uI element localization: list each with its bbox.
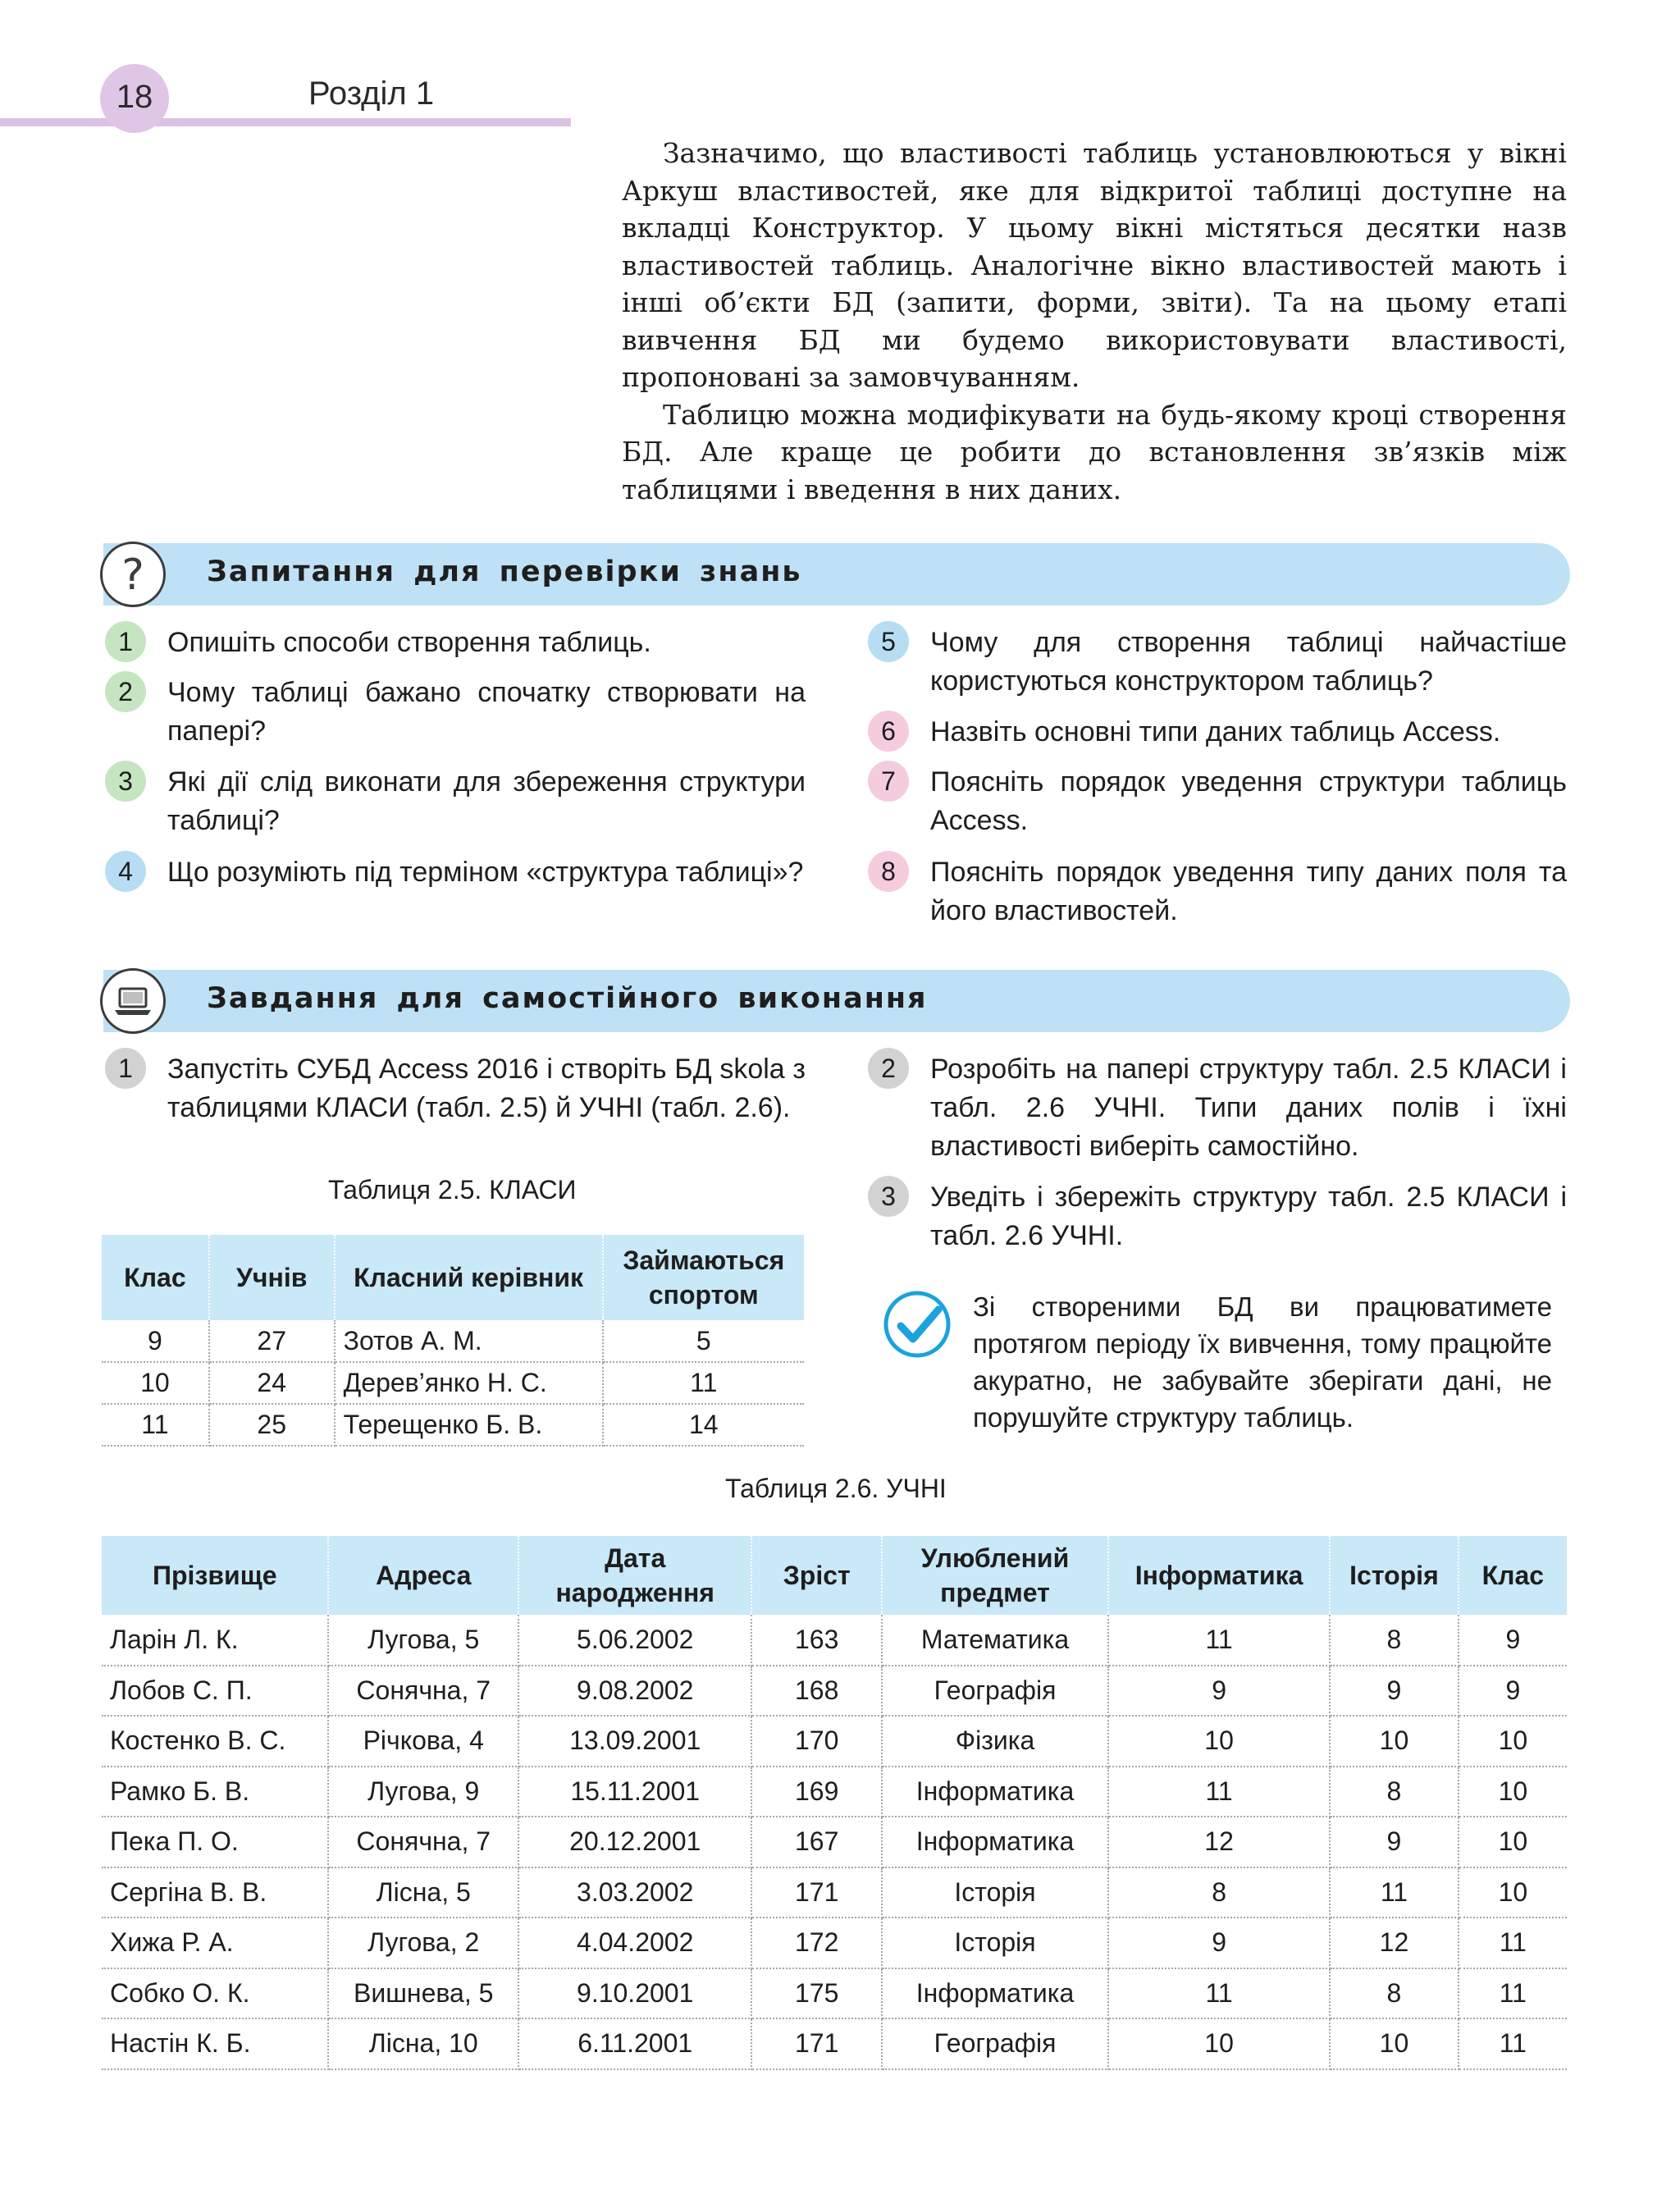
table-cell: 11 xyxy=(1330,1867,1459,1918)
table-cell: 11 xyxy=(1108,1767,1330,1817)
table-cell: 8 xyxy=(1330,1968,1459,2019)
table-cell: 6.11.2001 xyxy=(518,2018,751,2069)
table-cell: Сергіна В. В. xyxy=(102,1867,328,1918)
table-cell: 10 xyxy=(1330,1716,1459,1767)
question-number: 5 xyxy=(868,621,909,662)
table-cell: Лугова, 5 xyxy=(328,1615,518,1666)
svg-text:?: ? xyxy=(121,551,144,600)
question-number: 3 xyxy=(105,761,146,802)
table-cell: 10 xyxy=(1330,2018,1459,2069)
table-cell: 9 xyxy=(1459,1615,1567,1666)
table-cell: 175 xyxy=(751,1968,882,2019)
table-header: Адреса xyxy=(328,1536,518,1615)
table-cell: 168 xyxy=(751,1666,882,1716)
table-cell: 9.08.2002 xyxy=(518,1666,751,1716)
table-cell: Річкова, 4 xyxy=(328,1716,518,1767)
page-number: 18 xyxy=(116,79,153,115)
table-cell: 9 xyxy=(1108,1666,1330,1716)
table-cell: Інформатика xyxy=(882,1968,1108,2019)
table-cell: Математика xyxy=(882,1615,1108,1666)
table-cell: 9 xyxy=(1459,1666,1567,1716)
table-header: Дата народження xyxy=(518,1536,751,1615)
table-cell: 9 xyxy=(1330,1817,1459,1867)
table-row xyxy=(102,1867,1567,1918)
table-cell: 12 xyxy=(1330,1918,1459,1968)
checkmark-icon xyxy=(883,1290,952,1359)
question-icon xyxy=(100,542,166,607)
table-cell: 8 xyxy=(1330,1615,1459,1666)
table-header: Прізвище xyxy=(102,1536,328,1615)
table-cell: 10 xyxy=(1459,1817,1567,1867)
table-cell: Лугова, 2 xyxy=(328,1918,518,1968)
table-students xyxy=(102,1536,1567,2070)
intro-text xyxy=(622,135,1567,508)
table-cell: 171 xyxy=(751,2018,882,2069)
table-header: Клас xyxy=(102,1235,209,1320)
table-cell: 167 xyxy=(751,1817,882,1867)
table-cell: Хижа Р. А. xyxy=(102,1918,328,1968)
intro-paragraph-1: Зазначимо, що властивості таблиць установлюються у вікні Аркуш властивостей, яке для відкритої таблиці доступне на вкладці Конструктор. У цьому вікні містяться десятки назв властивостей таблиць. Аналогічне вікно властивостей мають і інші об’єкти БД (запити, форми, звіти). Та на цьому етапі вивчення БД ми будемо використовувати властивості, пропоновані за замовчуванням. xyxy=(622,137,1567,393)
table-row xyxy=(102,1968,1567,2019)
table-cell: 8 xyxy=(1108,1867,1330,1918)
question-number: 7 xyxy=(868,761,909,802)
question-text: Поясніть порядок уведення структури таблиць Access. xyxy=(930,766,1567,836)
question-number: 4 xyxy=(105,851,146,892)
table-header: Історія xyxy=(1330,1536,1459,1615)
table-cell: 15.11.2001 xyxy=(518,1767,751,1817)
table-cell: Сонячна, 7 xyxy=(328,1666,518,1716)
table-cell: Терещенко Б. В. xyxy=(335,1404,603,1446)
table-cell: Інформатика xyxy=(882,1817,1108,1867)
table-cell: 163 xyxy=(751,1615,882,1666)
table-cell: 9 xyxy=(1108,1918,1330,1968)
intro-paragraph-2: Таблицю можна модифікувати на будь-якому кроці створення БД. Але краще це робити до встановлення зв’язків між таблицями і введення в них даних. xyxy=(622,398,1567,505)
table-cell: Собко О. К. xyxy=(102,1968,328,2019)
table-cell: 11 xyxy=(1459,1918,1567,1968)
table-cell: Історія xyxy=(882,1918,1108,1968)
table-cell: Костенко В. С. xyxy=(102,1716,328,1767)
table-row xyxy=(102,2018,1567,2069)
table-row xyxy=(102,1404,804,1446)
table-cell: 13.09.2001 xyxy=(518,1716,751,1767)
question-text: Чому таблиці бажано спочатку створювати на папері? xyxy=(167,677,806,747)
table-cell: 9 xyxy=(1330,1666,1459,1716)
table-header: Улюблений предмет xyxy=(882,1536,1108,1615)
table-header: Інформатика xyxy=(1108,1536,1330,1615)
table-row xyxy=(102,1666,1567,1716)
table-cell: 10 xyxy=(1459,1867,1567,1918)
question-text: Що розуміють під терміном «структура таблиці»? xyxy=(167,857,804,888)
table-cell: 169 xyxy=(751,1767,882,1817)
table-cell: Лобов С. П. xyxy=(102,1666,328,1716)
table-header: Учнів xyxy=(209,1235,335,1320)
question-text: Опишіть способи створення таблиць. xyxy=(167,627,651,658)
table-header: Клас xyxy=(1459,1536,1567,1615)
table-row xyxy=(102,1918,1567,1968)
table-cell: 170 xyxy=(751,1716,882,1767)
table-cell: 10 xyxy=(102,1362,209,1404)
table-cell: 171 xyxy=(751,1867,882,1918)
table-cell: 10 xyxy=(1108,2018,1330,2069)
table-row xyxy=(102,1716,1567,1767)
table-cell: Зотов А. М. xyxy=(335,1320,603,1362)
questions-title: Запитання для перевірки знань xyxy=(207,555,802,588)
table-cell: 5 xyxy=(603,1320,804,1362)
laptop-icon xyxy=(100,968,166,1034)
table-cell: 9 xyxy=(102,1320,209,1362)
table-cell: Вишнева, 5 xyxy=(328,1968,518,2019)
question-text: Чому для створення таблиці найчастіше користуються конструктором таблиць? xyxy=(930,627,1567,697)
table-cell: Пека П. О. xyxy=(102,1817,328,1867)
table-cell: Лугова, 9 xyxy=(328,1767,518,1817)
question-number: 8 xyxy=(868,851,909,892)
table-cell: 25 xyxy=(209,1404,335,1446)
table-row xyxy=(102,1320,804,1362)
task-number: 1 xyxy=(105,1048,146,1089)
table-cell: 11 xyxy=(1108,1615,1330,1666)
table-header: Класний керівник xyxy=(335,1235,603,1320)
table-classes xyxy=(102,1235,804,1447)
table-cell: Лісна, 10 xyxy=(328,2018,518,2069)
table-cell: Лісна, 5 xyxy=(328,1867,518,1918)
table-cell: 4.04.2002 xyxy=(518,1918,751,1968)
question-text: Поясніть порядок уведення типу даних поля та його властивостей. xyxy=(930,857,1567,926)
table-cell: 3.03.2002 xyxy=(518,1867,751,1918)
table-2-6-caption: Таблиця 2.6. УЧНІ xyxy=(725,1474,947,1503)
table-cell: 9.10.2001 xyxy=(518,1968,751,2019)
table-cell: 10 xyxy=(1108,1716,1330,1767)
table-cell: 27 xyxy=(209,1320,335,1362)
table-cell: Рамко Б. В. xyxy=(102,1767,328,1817)
question-number: 2 xyxy=(105,671,146,712)
table-cell: 11 xyxy=(1459,1968,1567,2019)
table-cell: 10 xyxy=(1459,1767,1567,1817)
header-divider xyxy=(0,118,571,126)
table-cell: Ларін Л. К. xyxy=(102,1615,328,1666)
table-cell: 11 xyxy=(1459,2018,1567,2069)
table-cell: 24 xyxy=(209,1362,335,1404)
question-number: 1 xyxy=(105,621,146,662)
table-cell: Географія xyxy=(882,1666,1108,1716)
table-row xyxy=(102,1767,1567,1817)
table-cell: Фізика xyxy=(882,1716,1108,1767)
tasks-title: Завдання для самостійного виконання xyxy=(207,982,928,1015)
table-cell: 12 xyxy=(1108,1817,1330,1867)
task-text: Уведіть і збережіть структуру табл. 2.5 КЛАСИ і табл. 2.6 УЧНІ. xyxy=(930,1182,1567,1251)
table-cell: 10 xyxy=(1459,1716,1567,1767)
table-cell: Дерев’янко Н. С. xyxy=(335,1362,603,1404)
table-cell: Інформатика xyxy=(882,1767,1108,1817)
table-cell: 11 xyxy=(1108,1968,1330,2019)
table-cell: 11 xyxy=(102,1404,209,1446)
table-row xyxy=(102,1817,1567,1867)
table-cell: 20.12.2001 xyxy=(518,1817,751,1867)
table-cell: Сонячна, 7 xyxy=(328,1817,518,1867)
table-header: Займаються спортом xyxy=(603,1235,804,1320)
table-header: Зріст xyxy=(751,1536,882,1615)
table-row xyxy=(102,1362,804,1404)
table-cell: Географія xyxy=(882,2018,1108,2069)
question-number: 6 xyxy=(868,711,909,752)
table-2-5-caption: Таблиця 2.5. КЛАСИ xyxy=(328,1175,577,1204)
table-row xyxy=(102,1615,1567,1666)
table-cell: 172 xyxy=(751,1918,882,1968)
table-cell: 11 xyxy=(603,1362,804,1404)
chapter-title: Розділ 1 xyxy=(308,75,435,112)
question-text: Назвіть основні типи даних таблиць Access. xyxy=(930,716,1501,747)
task-text: Запустіть СУБД Access 2016 і створіть БД skola з таблицями КЛАСИ (табл. 2.5) й УЧНІ (табл. 2.6). xyxy=(167,1054,806,1123)
table-cell: 8 xyxy=(1330,1767,1459,1817)
task-number: 3 xyxy=(868,1176,909,1217)
table-cell: Історія xyxy=(882,1867,1108,1918)
table-cell: 5.06.2002 xyxy=(518,1615,751,1666)
task-text: Розробіть на папері структуру табл. 2.5 КЛАСИ і табл. 2.6 УЧНІ. Типи даних полів і їхні властивості виберіть самостійно. xyxy=(930,1054,1567,1162)
table-cell: 14 xyxy=(603,1404,804,1446)
table-cell: Настін К. Б. xyxy=(102,2018,328,2069)
question-text: Які дії слід виконати для збереження структури таблиці? xyxy=(167,766,806,836)
tasks-note: Зі створеними БД ви працюватимете протягом періоду їх вивчення, тому працюйте акуратно, не забувайте зберігати дані, не порушуйте структуру таблиць. xyxy=(973,1291,1552,1433)
task-number: 2 xyxy=(868,1048,909,1089)
